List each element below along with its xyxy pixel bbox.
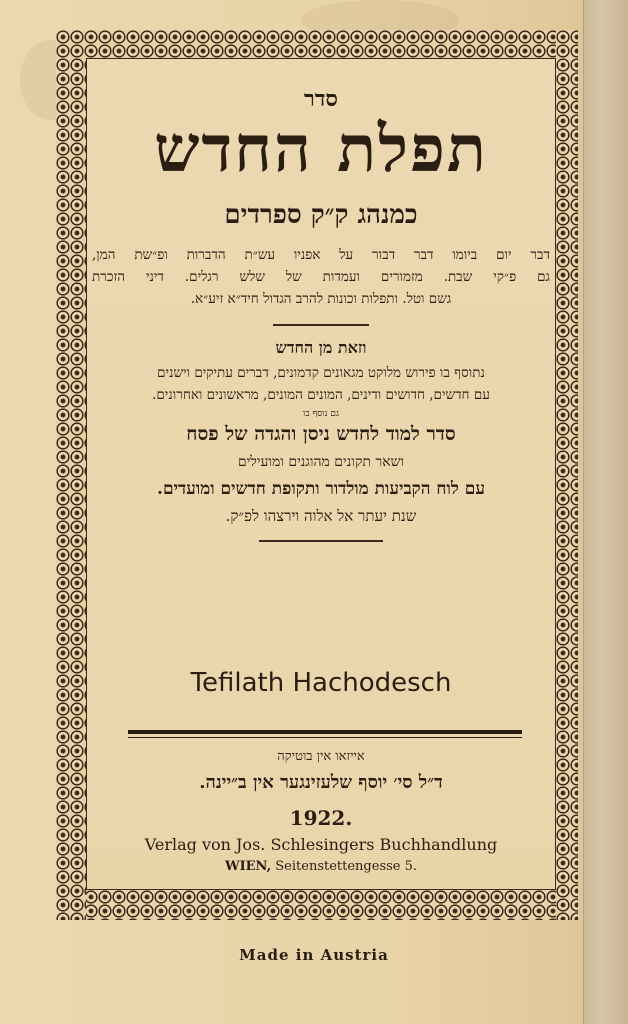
addition-paragraph: [92, 362, 550, 406]
zot-heading: וזאת מן החדש: [275, 338, 367, 357]
publisher-name: Verlag von Jos. Schlesingers Buchhandlung: [144, 835, 498, 854]
description-paragraph: [92, 244, 550, 310]
divider-rule: [273, 324, 369, 326]
publication-year: 1922.: [289, 806, 353, 830]
ornament-bottom: [56, 890, 578, 920]
ornament-right: [556, 30, 578, 920]
nitosaf-label: גם נוסף בו: [303, 409, 339, 419]
ornament-top: [56, 30, 578, 58]
double-rule-thick: [128, 730, 522, 734]
book-spine: [583, 0, 628, 1024]
hebrew-year-line: שנת יעתר אל אלוה וירצהו לפ״ק.: [225, 507, 417, 525]
tikkunim-line: ושאר תקונים מהוגנים ומועילים: [237, 454, 405, 470]
publisher-street: Seitenstettengesse 5.: [275, 859, 418, 874]
description-line: גשם וטל. ותפלות וכונות להרב הגדול חיד״א זיע״א.: [190, 291, 452, 307]
main-title: תפלת החדש: [154, 112, 488, 187]
description-line: דבר יום ביומו דבר דבור על אפניו עש״ת הדברות ופ״שת המן,: [92, 247, 550, 263]
latin-title: Tefilath Hachodesch: [190, 668, 452, 698]
seder-label: סדר: [304, 86, 338, 112]
seder-limud-line: סדר למוד לחדש ניסן והגדה של פסח: [186, 423, 456, 445]
publisher-address: [92, 859, 550, 874]
description-line: גם פ״קי שבת. מזמורים ועמדות של שלש רגלים. דיני הזכרת: [92, 269, 550, 285]
minhag-subtitle: כמנהג ק״ק ספרדים: [224, 200, 418, 230]
luach-line: עם לוח הקביעות מולדור ותקופת חדשים ומועדים.: [157, 479, 485, 499]
publisher-hebrew-large: ד״ל סי׳ יוסף שלעזינגער אין ב״יינה.: [199, 772, 443, 793]
made-in-austria: Made in Austria: [239, 946, 389, 964]
ornament-left: [56, 30, 86, 920]
title-block: [92, 70, 550, 542]
addition-line: עם חדשים, חדושים ודינים, המונים המונים, מראשונים ואחרונים.: [152, 387, 490, 403]
publisher-hebrew-small: אייזאו אין בוטיקה: [277, 749, 365, 764]
double-rule-thin: [128, 737, 522, 738]
publisher-city: WIEN,: [224, 859, 272, 874]
divider-rule: [259, 540, 383, 542]
addition-line: נתוסף בו פירוש מלוקט מגאונים קדמונים, דברים עתיקים וישנים: [157, 365, 485, 381]
